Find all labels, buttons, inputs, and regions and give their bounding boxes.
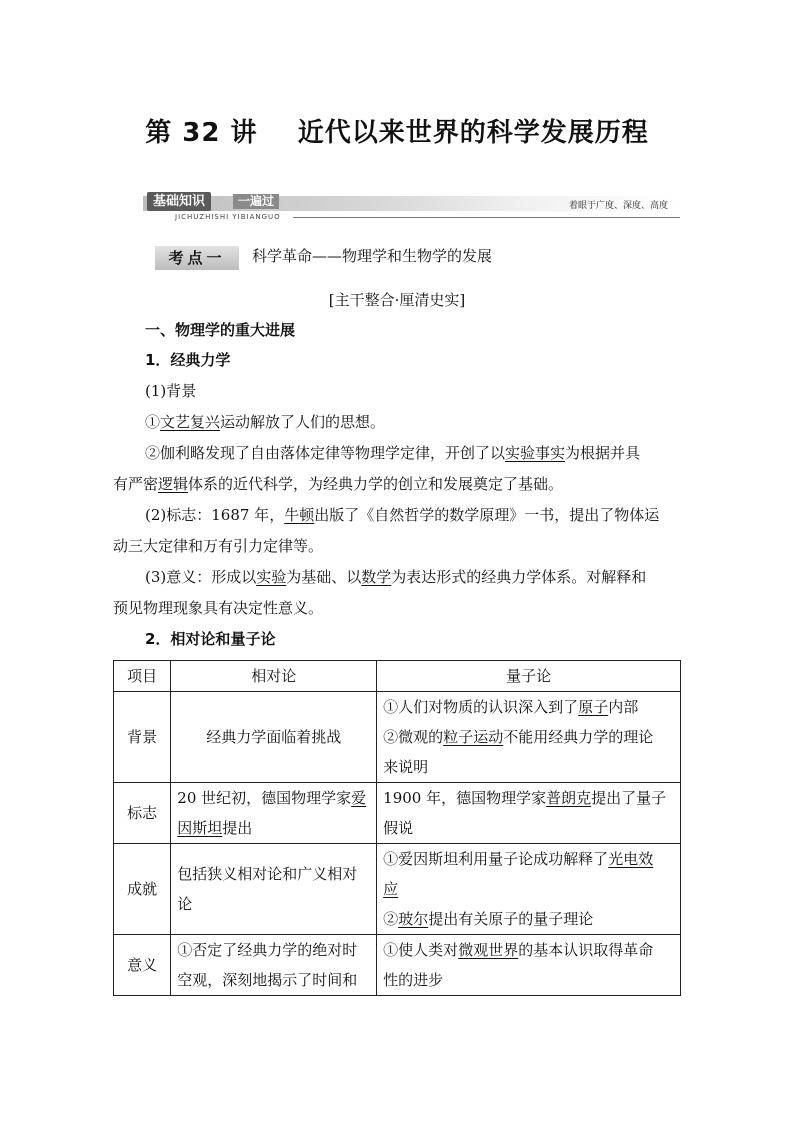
paragraph-2-line-1 [145,443,640,463]
cell-line [177,783,370,813]
key-term: 文艺复兴 [160,413,221,431]
sub-heading: [主干整合·厘清史实] [328,291,466,309]
table-cell [171,844,377,935]
table-cell [377,783,681,844]
table-row [114,692,681,783]
key-term: 普朗克 [546,789,592,807]
cell-line: 包括狭义相对论和广义相对 [177,865,358,883]
text: ① [145,413,161,431]
text: (2)标志：1687 年， [145,506,285,524]
key-term: 逻辑 [158,475,189,493]
text: ①人们对物质的认识深入到了 [383,698,579,716]
text: 提出 [222,819,253,837]
table-cell [377,844,681,935]
text: ①使人类对 [383,941,459,959]
key-term: 玻尔 [398,910,429,928]
cell-line [383,904,674,934]
text: 体系的近代科学，为经典力学的创立和发展奠定了基础。 [188,475,564,493]
key-term: 牛顿 [284,506,315,524]
table-cell [377,692,681,783]
cell-line: 空观，深刻地揭示了时间和 [177,971,358,989]
paragraph-4-line-1 [145,567,646,587]
text: 提出有关原子的量子理论 [428,910,594,928]
table-header: 相对论 [171,661,377,692]
key-term: 因斯坦 [177,819,223,837]
kaodian-badge [155,246,239,270]
text: 的基本认识取得革命 [518,941,654,959]
cell-line: ①否定了经典力学的绝对时 [177,941,358,959]
key-term: 爱 [351,789,367,807]
banner-divider [293,217,680,218]
table-cell [171,783,377,844]
table-cell [171,935,377,996]
cell-line: 性的进步 [383,971,444,989]
text: 运动解放了人们的思想。 [220,413,386,431]
text: 为基础、以 [286,568,362,586]
text: 提出了量子 [591,789,667,807]
cell-line [177,813,370,843]
text: 出版了《自然哲学的数学原理》一书，提出了物体运 [314,506,660,524]
cell-line [383,935,674,965]
section-banner [143,192,680,224]
key-term: 实验 [256,568,287,586]
cell-line [383,844,674,874]
table-header: 量子论 [377,661,681,692]
banner-slogan: 着眼于广度、深度、高度 [568,201,668,211]
key-term: 应 [383,880,399,898]
paragraph-3-line-1 [145,505,659,525]
text: ②伽利略发现了自由落体定律等物理学定律，开创了以 [145,444,506,462]
kaodian-title: 科学革命——物理学和生物学的发展 [252,247,493,265]
row-label: 标志 [114,783,171,844]
key-term: 粒子运动 [443,728,504,746]
text: (3)意义：形成以 [145,568,257,586]
row-label: 背景 [114,692,171,783]
banner-tab: 基础知识 [147,192,211,211]
key-term: 原子 [578,698,609,716]
row-label: 意义 [114,935,171,996]
subsection-heading: 1．经典力学 [145,351,231,369]
key-term: 数学 [361,568,392,586]
text: ②微观的 [383,728,444,746]
banner-pinyin: JICHUZHISHI YIBIANGUO [175,213,281,221]
paragraph-3-line-2: 动三大定律和万有引力定律等。 [113,537,324,555]
cell-line [383,692,674,722]
text: ①爱因斯坦利用量子论成功解释了 [383,850,609,868]
text: 为表达形式的经典力学体系。对解释和 [391,568,647,586]
table-cell [377,935,681,996]
table-cell: 经典力学面临着挑战 [171,692,377,783]
banner-tab-secondary: 一遍过 [233,194,279,209]
subsection-heading: 2．相对论和量子论 [145,630,276,648]
key-term: 微观世界 [458,941,519,959]
cell-line: 假说 [383,819,414,837]
text: 不能用经典力学的理论 [503,728,654,746]
table-header-row [114,661,681,692]
table-row [114,844,681,935]
text: 为根据并具 [565,444,641,462]
cell-line [383,874,674,904]
text: 内部 [608,698,639,716]
paragraph-4-line-2: 预见物理现象具有决定性意义。 [113,599,324,617]
table-header: 项目 [114,661,171,692]
page-title: 第 32 讲 近代以来世界的科学发展历程 [145,118,649,148]
comparison-table [113,660,681,996]
text: ② [383,910,399,928]
text: 20 世纪初，德国物理学家 [177,789,352,807]
cell-line: 论 [177,895,193,913]
section-heading: 一、物理学的重大进展 [145,321,296,339]
key-term: 实验事实 [505,444,566,462]
paragraph-1 [145,412,385,432]
key-term: 光电效 [608,850,654,868]
cell-line [383,783,674,813]
table-row [114,935,681,996]
paragraph-background: (1)背景 [145,382,197,400]
table-row [114,783,681,844]
text: 有严密 [113,475,159,493]
cell-line [383,722,674,752]
row-label: 成就 [114,844,171,935]
paragraph-2-line-2 [113,474,563,494]
kaodian-label: 考点一 [168,249,226,267]
text: 1900 年，德国物理学家 [383,789,547,807]
cell-line: 来说明 [383,758,429,776]
